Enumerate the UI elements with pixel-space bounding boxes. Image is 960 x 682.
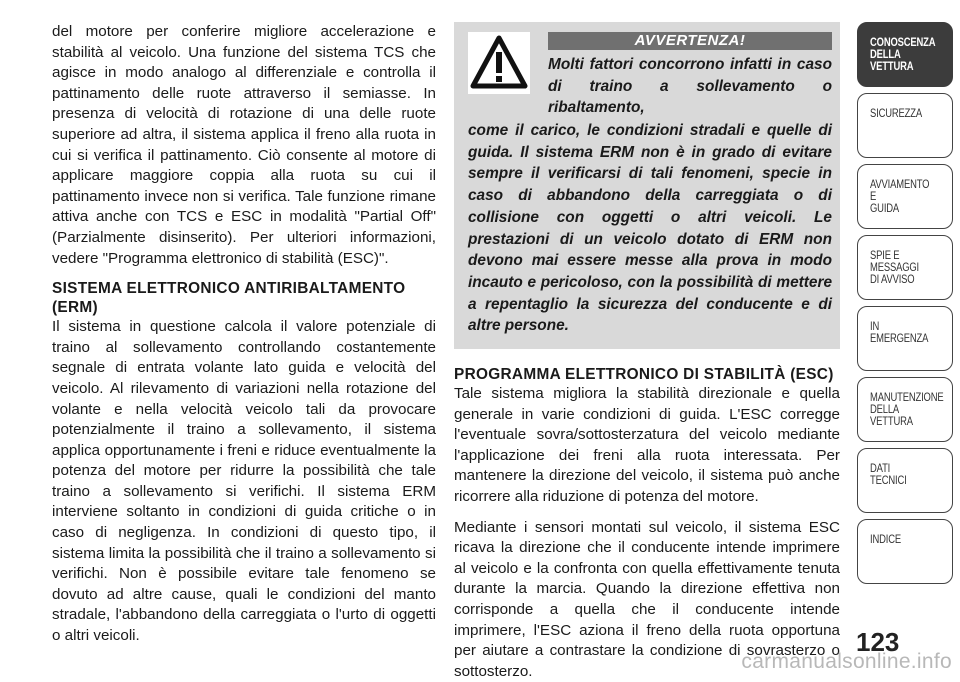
tab-label: IN EMERGENZA bbox=[870, 321, 929, 345]
section-heading-erm: SISTEMA ELETTRONICO ANTIRIBALTAMENTO (ERM) bbox=[52, 280, 406, 317]
tab-label: MANUTENZIONE DELLA VETTURA bbox=[870, 392, 944, 428]
tab-indice[interactable] bbox=[857, 519, 953, 584]
watermark: carmanualsonline.info bbox=[741, 650, 952, 673]
tab-sicurezza[interactable] bbox=[857, 93, 953, 158]
right-column bbox=[454, 22, 840, 682]
warning-box bbox=[454, 22, 840, 349]
body-paragraph: Mediante i sensori montati sul veicolo, il sistema ESC ricava la direzione che il conducente intende imprimere al veicolo e la confronta con quella effettivamente tenuta durante la marcia. Quando la direzione effettiva non corrisponde a quella che il conducente intende imprimere, l'ESC aziona il freno della ruota opportuna per aiutare a contrastare la condizione di sovrasterzo o sottosterzo. bbox=[454, 518, 840, 680]
tab-spie-e-messaggi[interactable] bbox=[857, 235, 953, 300]
tab-conoscenza-della-vettura[interactable] bbox=[857, 22, 953, 87]
body-paragraph: Il sistema in questione calcola il valore potenziale di traino al sollevamento controllando costantemente segnale di entrata volante lato guida e velocità del veicolo. Al rilevamento di variazioni nella rotazione del volante e nella velocità veicolo tali da provocare potenzialmente il traino a sollevamento, il sistema applica opportunamente i freni e riduce eventualmente la potenza del motore per ridurre la possibilità che tale traino a sollevamento si verifichi. Il sistema ERM interviene soltanto in condizioni di guida critiche o in caso di negligenza. In condizioni di questo tipo, il sistema limita la possibilità che il traino a sollevamento si verifichi. Non è possibile evitare tale fenomeno se dovuto ad altre cause, quali le condizioni del manto stradale, l'abbandono della carreggiata o l'urto di oggetti o altri veicoli. bbox=[52, 318, 436, 645]
left-column bbox=[52, 22, 436, 647]
warning-title: AVVERTENZA! bbox=[548, 32, 832, 50]
page-number: 123 bbox=[856, 627, 900, 657]
tab-label: INDICE bbox=[870, 534, 901, 546]
warning-text: come il carico, le condizioni stradali e quelle di guida. Il sistema ERM non è in grado di evitare sempre il verificarsi di tali fenomeni, specie in caso di abbandono della carreggiata o di collisione con oggetti o altri veicoli. Le prestazioni di un veicolo dotato di ERM non devono mai essere messe alla prova in modo incauto e pericoloso, con la possibilità di mettere a repentaglio la sicurezza del conducente e di altre persone. bbox=[468, 122, 832, 335]
body-paragraph: del motore per conferire migliore accelerazione e stabilità al veicolo. Una funzione del sistema TCS che agisce in modo analogo al differenziale e controlla il pattinamento delle ruote attraverso il semiasse. In presenza di velocità di rotazione di una delle ruote superiore ad altra, il sistema applica il freno alla ruota in cui si verifica il pattinamento. Ciò consente al motore di applicare maggiore coppia alla ruota su cui il pattinamento invece non si verifica. Tale funzione rimane attiva anche con TCS e ESC in modalità "Partial Off" (Parzialmente disinserito). Per ulteriori informazioni, vedere "Programma elettronico di stabilità (ESC)". bbox=[52, 23, 436, 267]
tab-in-emergenza[interactable] bbox=[857, 306, 953, 371]
tab-avviamento-e-guida[interactable] bbox=[857, 164, 953, 229]
tab-label: CONOSCENZA DELLA VETTURA bbox=[870, 37, 936, 73]
tab-label: AVVIAMENTO E GUIDA bbox=[870, 179, 930, 215]
body-paragraph: Tale sistema migliora la stabilità direzionale e quella generale in varie condizioni di guida. L'ESC corregge l'eventuale sovra/sottosterzatura del veicolo mediante l'applicazione dei freni alla ruota interessata. Per mantenere la direzione del veicolo, il sistema può anche ricorrere alla riduzione di potenza del motore. bbox=[454, 385, 840, 505]
section-heading-esc: PROGRAMMA ELETTRONICO DI STABILITÀ (ESC) bbox=[454, 366, 834, 384]
tab-dati-tecnici[interactable] bbox=[857, 448, 953, 513]
tab-label: SICUREZZA bbox=[870, 108, 922, 120]
warning-triangle-icon bbox=[468, 32, 530, 94]
tab-manutenzione[interactable] bbox=[857, 377, 953, 442]
tab-label: DATI TECNICI bbox=[870, 463, 907, 487]
tab-label: SPIE E MESSAGGI DI AVVISO bbox=[870, 250, 919, 286]
warning-text-intro: Molti fattori concorrono infatti in caso di traino a sollevamento o ribaltamento, bbox=[548, 56, 832, 117]
chapter-tabs bbox=[857, 22, 953, 590]
